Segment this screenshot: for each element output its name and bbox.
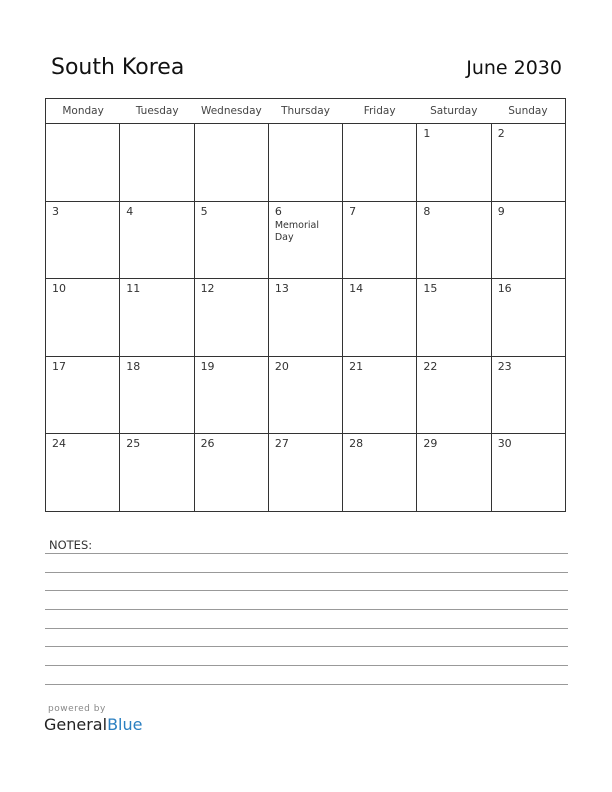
day-cell	[120, 434, 194, 512]
country-title: South Korea	[51, 55, 185, 80]
day-cell	[269, 202, 343, 279]
day-cell	[343, 124, 417, 201]
day-number: 13	[274, 282, 289, 296]
day-cell	[343, 279, 417, 356]
day-number: 14	[349, 282, 364, 296]
notes-line	[45, 665, 568, 666]
weekday-sunday: Sunday	[508, 105, 548, 117]
day-cell	[269, 279, 343, 356]
day-number: 18	[126, 359, 141, 373]
day-cell	[269, 124, 343, 201]
day-cell	[120, 279, 194, 356]
day-number: 20	[274, 359, 289, 373]
day-cell	[269, 357, 343, 434]
weekday-saturday: Saturday	[430, 105, 478, 117]
day-number: 15	[423, 282, 438, 296]
notes-line	[45, 553, 568, 554]
day-number: 12	[200, 282, 215, 296]
day-number: 6	[274, 204, 282, 218]
notes-label: NOTES:	[49, 538, 93, 552]
day-cell	[195, 357, 269, 434]
day-cell	[417, 124, 491, 201]
day-cell	[492, 434, 565, 512]
day-number: 10	[52, 282, 66, 296]
day-cell	[46, 202, 120, 279]
day-cell	[417, 202, 491, 279]
week-row	[46, 202, 565, 280]
day-number: 8	[423, 204, 431, 218]
day-cell	[269, 434, 343, 512]
day-number: 11	[126, 282, 141, 296]
week-row	[46, 279, 565, 357]
day-cell	[46, 434, 120, 512]
notes-line	[45, 609, 568, 610]
brand-part-general: General	[44, 715, 108, 734]
day-cell	[492, 202, 565, 279]
notes-line	[45, 684, 568, 685]
day-number: 4	[126, 204, 134, 218]
day-cell	[343, 202, 417, 279]
day-cell	[195, 279, 269, 356]
day-number: 24	[52, 437, 66, 451]
day-number: 19	[200, 359, 215, 373]
weekday-thursday: Thursday	[281, 105, 330, 117]
week-row	[46, 357, 565, 435]
month-year-title: June 2030	[466, 57, 562, 79]
day-number: 7	[349, 204, 357, 218]
day-number: 17	[52, 359, 66, 373]
day-number: 9	[497, 204, 505, 218]
day-number: 23	[497, 359, 512, 373]
day-number: 30	[497, 437, 512, 451]
day-cell	[195, 124, 269, 201]
weeks-container	[46, 124, 565, 512]
day-number: 1	[423, 127, 431, 140]
day-cell	[492, 357, 565, 434]
day-cell	[343, 434, 417, 512]
weekday-header-row	[46, 99, 565, 124]
calendar-grid	[45, 98, 566, 512]
day-number: 28	[349, 437, 364, 451]
day-number: 2	[497, 127, 505, 140]
day-number: 29	[423, 437, 438, 451]
day-number: 5	[200, 204, 208, 218]
day-number: 27	[274, 437, 289, 451]
weekday-friday: Friday	[363, 105, 396, 117]
day-cell	[120, 124, 194, 201]
day-cell	[492, 279, 565, 356]
notes-line	[45, 590, 568, 591]
powered-by-text: powered by	[48, 704, 106, 714]
day-cell	[343, 357, 417, 434]
day-number: 21	[349, 359, 364, 373]
day-number: 16	[497, 282, 512, 296]
notes-line	[45, 628, 568, 629]
day-cell	[120, 202, 194, 279]
notes-line	[45, 572, 568, 573]
holiday-event: Memorial Day	[274, 219, 319, 243]
day-cell	[492, 124, 565, 201]
day-cell	[417, 279, 491, 356]
footer-logo	[44, 704, 142, 734]
brand-logo	[44, 715, 142, 734]
day-number: 3	[52, 204, 59, 218]
brand-part-blue: Blue	[107, 715, 143, 734]
day-cell	[417, 434, 491, 512]
weekday-tuesday: Tuesday	[135, 105, 179, 117]
day-number: 25	[126, 437, 141, 451]
notes-line	[45, 646, 568, 647]
day-cell	[195, 434, 269, 512]
day-cell	[195, 202, 269, 279]
day-cell	[46, 357, 120, 434]
weekday-wednesday: Wednesday	[200, 105, 262, 117]
day-cell	[120, 357, 194, 434]
day-cell	[417, 357, 491, 434]
week-row	[46, 124, 565, 202]
weekday-monday: Monday	[62, 105, 104, 117]
day-number: 26	[200, 437, 215, 451]
day-cell	[46, 279, 120, 356]
week-row	[46, 434, 565, 512]
day-number: 22	[423, 359, 438, 373]
day-cell	[46, 124, 120, 201]
